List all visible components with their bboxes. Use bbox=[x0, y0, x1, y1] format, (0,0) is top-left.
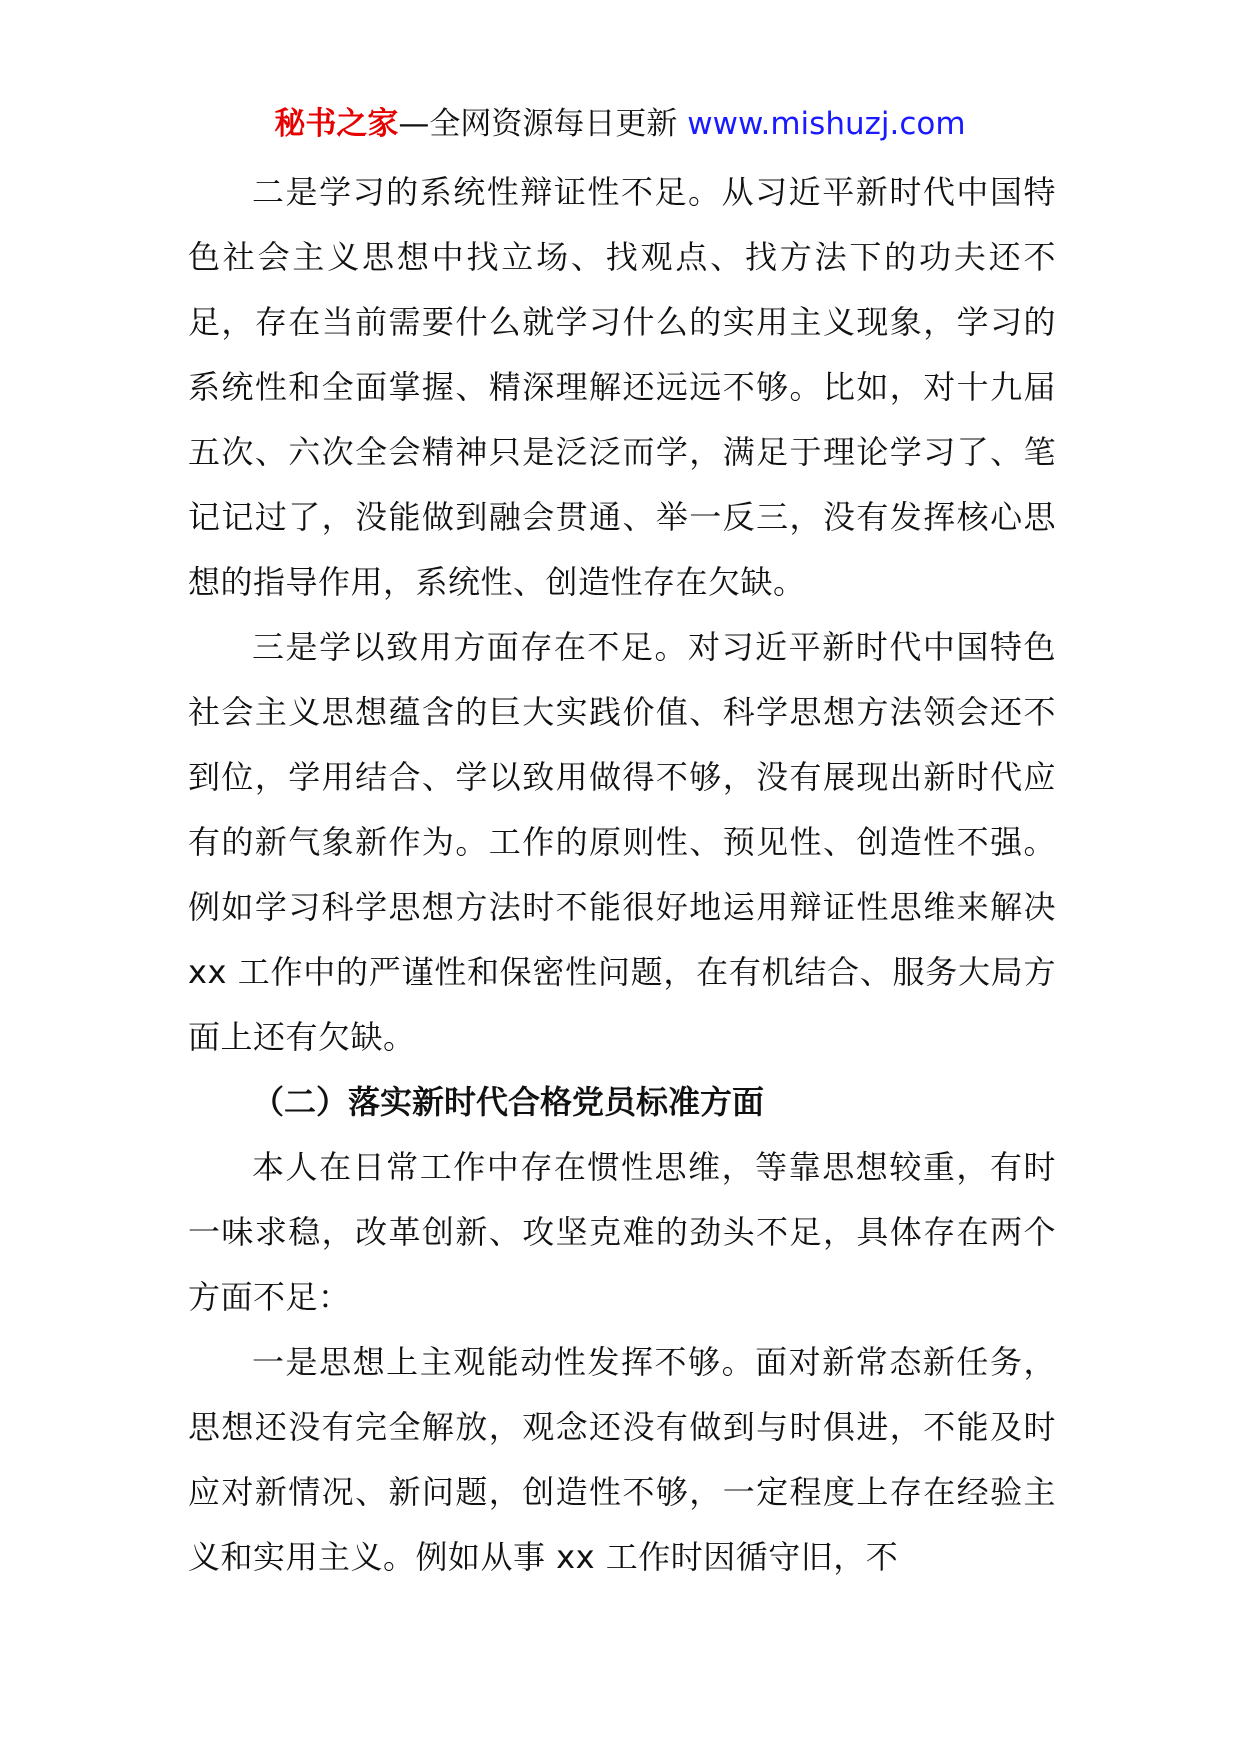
website-link[interactable]: www.mishuzj.com bbox=[687, 106, 966, 142]
paragraph-inertia-thinking: 本人在日常工作中存在惯性思维，等靠思想较重，有时一味求稳，改革创新、攻坚克难的劲头不足，具体存在两个方面不足： bbox=[188, 1148, 1056, 1316]
brand-name: 秘书之家 bbox=[274, 106, 399, 142]
section-heading: （二）落实新时代合格党员标准方面 bbox=[252, 1083, 765, 1121]
paragraph-initiative: 一是思想上主观能动性发挥不够。面对新常态新任务，思想还没有完全解放，观念还没有做到与时俱进，不能及时应对新情况、新问题，创造性不够，一定程度上存在经验主义和实用主义。例如从事 xx 工作时因循守旧，不 bbox=[188, 1343, 1056, 1576]
header-slogan: —全网资源每日更新 bbox=[398, 106, 678, 142]
paragraph-study-systematic: 二是学习的系统性辩证性不足。从习近平新时代中国特色社会主义思想中找立场、找观点、找方法下的功夫还不足，存在当前需要什么就学习什么的实用主义现象，学习的系统性和全面掌握、精深理解还远远不够。比如，对十九届五次、六次全会精神只是泛泛而学，满足于理论学习了、笔记记过了，没能做到融会贯通、举一反三，没有发挥核心思想的指导作用，系统性、创造性存在欠缺。 bbox=[188, 173, 1056, 601]
paragraph-apply-learning: 三是学以致用方面存在不足。对习近平新时代中国特色社会主义思想蕴含的巨大实践价值、科学思想方法领会还不到位，学用结合、学以致用做得不够，没有展现出新时代应有的新气象新作为。工作的原则性、预见性、创造性不强。例如学习科学思想方法时不能很好地运用辩证性思维来解决 xx 工作中的严谨性和保密性问题，在有机结合、服务大局方面上还有欠缺。 bbox=[188, 628, 1056, 1056]
page-header bbox=[0, 102, 1240, 146]
document-body bbox=[188, 160, 1056, 1590]
